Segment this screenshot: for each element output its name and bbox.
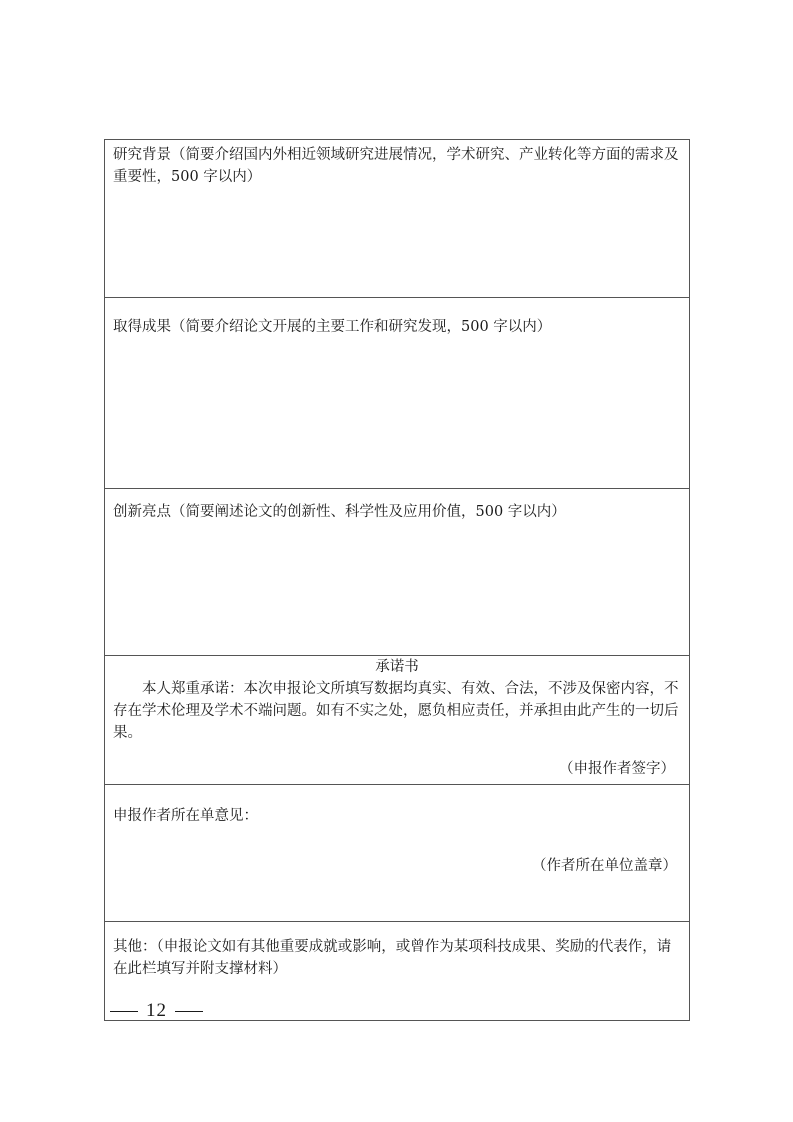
innovation-cell[interactable]	[105, 489, 690, 656]
innovation-row	[105, 489, 690, 656]
results-label: 取得成果（简要介绍论文开展的主要工作和研究发现，500 字以内）	[113, 319, 552, 335]
results-row	[105, 298, 690, 489]
commitment-cell	[105, 656, 690, 785]
commitment-title: 承诺书	[375, 659, 419, 675]
research-background-cell[interactable]	[105, 140, 690, 298]
unit-opinion-cell[interactable]	[105, 785, 690, 922]
unit-opinion-row	[105, 785, 690, 922]
research-background-row	[105, 140, 690, 298]
author-signature-field[interactable]: （申报作者签字）	[559, 761, 675, 777]
other-label: 其他：（申报论文如有其他重要成就或影响，或曾作为某项科技成果、奖励的代表作，请在此栏填写并附支撑材料）	[113, 939, 672, 977]
unit-stamp-field[interactable]: （作者所在单位盖章）	[532, 858, 677, 874]
page-footer	[110, 1000, 203, 1022]
footer-dash-left	[110, 1011, 138, 1012]
footer-dash-right	[175, 1011, 203, 1012]
page-number: 12	[146, 1000, 167, 1021]
application-form-table	[104, 139, 690, 1021]
commitment-row	[105, 656, 690, 785]
innovation-label: 创新亮点（简要阐述论文的创新性、科学性及应用价值，500 字以内）	[113, 504, 566, 520]
results-cell[interactable]	[105, 298, 690, 489]
research-background-label: 研究背景（简要介绍国内外相近领域研究进展情况，学术研究、产业转化等方面的需求及重要性，500 字以内）	[113, 147, 679, 185]
unit-opinion-label: 申报作者所在单意见：	[113, 808, 258, 824]
commitment-body: 本人郑重承诺：本次申报论文所填写数据均真实、有效、合法，不涉及保密内容，不存在学术伦理及学术不端问题。如有不实之处，愿负相应责任，并承担由此产生的一切后果。	[113, 681, 679, 741]
